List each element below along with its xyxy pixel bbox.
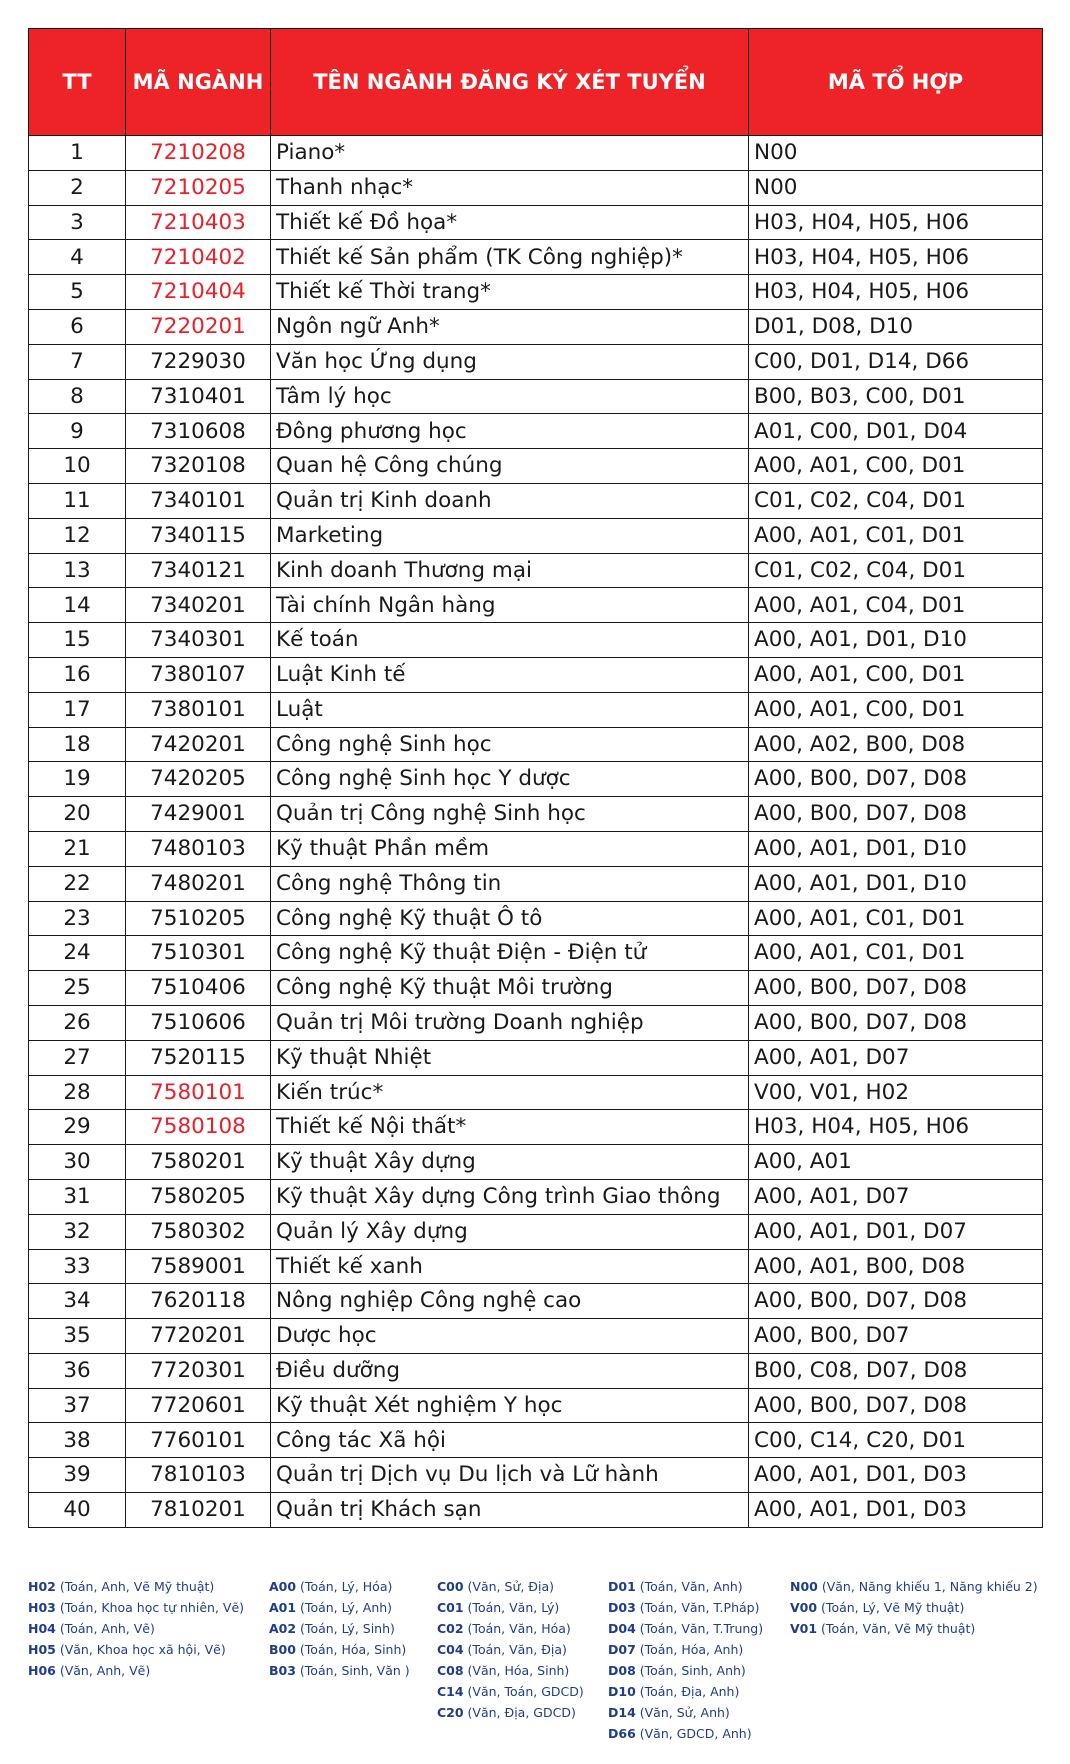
major-name: Công nghệ Thông tin xyxy=(271,866,749,901)
row-index: 15 xyxy=(29,623,126,658)
major-name: Luật Kinh tế xyxy=(271,657,749,692)
legend-subjects: (Toán, Văn, Địa) xyxy=(463,1642,567,1657)
legend-item xyxy=(790,1618,1038,1639)
major-name: Công tác Xã hội xyxy=(271,1423,749,1458)
major-name: Công nghệ Sinh học Y dược xyxy=(271,762,749,797)
combination-codes: A00, A01 xyxy=(749,1145,1043,1180)
major-name: Quản trị Dịch vụ Du lịch và Lữ hành xyxy=(271,1458,749,1493)
combination-codes: V00, V01, H02 xyxy=(749,1075,1043,1110)
legend-subjects: (Văn, Sử, Địa) xyxy=(463,1579,555,1594)
row-index: 2 xyxy=(29,170,126,205)
legend-code: C04 xyxy=(437,1642,464,1657)
combination-codes: C01, C02, C04, D01 xyxy=(749,553,1043,588)
major-code: 7340101 xyxy=(126,483,271,518)
legend-item xyxy=(437,1618,584,1639)
legend-code: V00 xyxy=(790,1600,818,1615)
combination-codes: A00, A01, B00, D08 xyxy=(749,1249,1043,1284)
combination-codes: A00, A01, C04, D01 xyxy=(749,588,1043,623)
row-index: 5 xyxy=(29,275,126,310)
legend-subjects: (Toán, Hóa, Anh) xyxy=(635,1642,744,1657)
legend-item xyxy=(608,1639,763,1660)
legend-code: B03 xyxy=(269,1663,296,1678)
combination-codes: A00, B00, D07, D08 xyxy=(749,762,1043,797)
legend-code: H04 xyxy=(28,1621,56,1636)
combination-codes: H03, H04, H05, H06 xyxy=(749,205,1043,240)
legend-code: D04 xyxy=(608,1621,636,1636)
legend-item xyxy=(28,1597,244,1618)
legend-code: C00 xyxy=(437,1579,464,1594)
major-code: 7210404 xyxy=(126,275,271,310)
combination-codes: A00, B00, D07, D08 xyxy=(749,797,1043,832)
row-index: 28 xyxy=(29,1075,126,1110)
legend-subjects: (Văn, Anh, Vẽ) xyxy=(55,1663,151,1678)
legend-subjects: (Toán, Lý, Hóa) xyxy=(296,1579,393,1594)
row-index: 35 xyxy=(29,1319,126,1354)
major-code: 7340301 xyxy=(126,623,271,658)
major-code: 7720201 xyxy=(126,1319,271,1354)
row-index: 38 xyxy=(29,1423,126,1458)
legend-subjects: (Toán, Hóa, Sinh) xyxy=(295,1642,407,1657)
major-name: Quan hệ Công chúng xyxy=(271,449,749,484)
legend-item xyxy=(269,1618,410,1639)
major-name: Công nghệ Kỹ thuật Điện - Điện tử xyxy=(271,936,749,971)
major-code: 7420205 xyxy=(126,762,271,797)
combination-codes: A00, A01, C00, D01 xyxy=(749,657,1043,692)
row-index: 18 xyxy=(29,727,126,762)
legend-item xyxy=(28,1576,244,1597)
legend-code: A00 xyxy=(269,1579,297,1594)
major-code: 7589001 xyxy=(126,1249,271,1284)
table-row xyxy=(29,588,1043,623)
combination-codes: A00, B00, D07 xyxy=(749,1319,1043,1354)
legend-column xyxy=(28,1576,244,1681)
combination-codes: A00, A01, D01, D03 xyxy=(749,1458,1043,1493)
legend-item xyxy=(437,1702,584,1723)
major-name: Thiết kế Đồ họa* xyxy=(271,205,749,240)
row-index: 37 xyxy=(29,1388,126,1423)
table-row xyxy=(29,901,1043,936)
combination-codes: A00, B00, D07, D08 xyxy=(749,1388,1043,1423)
table-row xyxy=(29,344,1043,379)
combination-codes: A00, B00, D07, D08 xyxy=(749,971,1043,1006)
legend-code: D07 xyxy=(608,1642,636,1657)
table-row xyxy=(29,240,1043,275)
row-index: 29 xyxy=(29,1110,126,1145)
major-name: Kế toán xyxy=(271,623,749,658)
majors-table xyxy=(28,28,1043,1528)
row-index: 12 xyxy=(29,518,126,553)
combination-codes: N00 xyxy=(749,136,1043,171)
table-row xyxy=(29,1214,1043,1249)
row-index: 13 xyxy=(29,553,126,588)
table-row xyxy=(29,414,1043,449)
combination-codes: H03, H04, H05, H06 xyxy=(749,1110,1043,1145)
legend-item xyxy=(269,1639,410,1660)
table-row xyxy=(29,1388,1043,1423)
table-row xyxy=(29,797,1043,832)
table-row xyxy=(29,1353,1043,1388)
major-code: 7520115 xyxy=(126,1040,271,1075)
legend-subjects: (Toán, Khoa học tự nhiên, Vẽ) xyxy=(55,1600,245,1615)
legend-code: C01 xyxy=(437,1600,464,1615)
table-row xyxy=(29,1179,1043,1214)
major-code: 7210208 xyxy=(126,136,271,171)
major-name: Kiến trúc* xyxy=(271,1075,749,1110)
major-name: Đông phương học xyxy=(271,414,749,449)
header-combination-code: MÃ TỔ HỢP xyxy=(749,29,1043,136)
row-index: 21 xyxy=(29,831,126,866)
table-row xyxy=(29,553,1043,588)
legend-subjects: (Toán, Anh, Vẽ Mỹ thuật) xyxy=(55,1579,215,1594)
table-row xyxy=(29,518,1043,553)
legend-item xyxy=(269,1597,410,1618)
legend-column xyxy=(790,1576,1038,1639)
major-code: 7720301 xyxy=(126,1353,271,1388)
combination-codes: A00, A01, D01, D07 xyxy=(749,1214,1043,1249)
legend-column xyxy=(269,1576,410,1681)
major-code: 7810201 xyxy=(126,1493,271,1528)
legend-subjects: (Văn, Toán, GDCD) xyxy=(463,1684,584,1699)
major-name: Kỹ thuật Xây dựng Công trình Giao thông xyxy=(271,1179,749,1214)
legend-item xyxy=(28,1618,244,1639)
major-code: 7320108 xyxy=(126,449,271,484)
legend-code: N00 xyxy=(790,1579,818,1594)
row-index: 3 xyxy=(29,205,126,240)
legend-code: D14 xyxy=(608,1705,636,1720)
row-index: 40 xyxy=(29,1493,126,1528)
major-name: Dược học xyxy=(271,1319,749,1354)
table-row xyxy=(29,831,1043,866)
legend-subjects: (Toán, Lý, Vẽ Mỹ thuật) xyxy=(817,1600,965,1615)
major-code: 7210402 xyxy=(126,240,271,275)
legend-item xyxy=(269,1660,410,1681)
legend-subjects: (Toán, Sinh, Anh) xyxy=(635,1663,746,1678)
major-code: 7210205 xyxy=(126,170,271,205)
table-row xyxy=(29,1005,1043,1040)
row-index: 17 xyxy=(29,692,126,727)
header-tt: TT xyxy=(29,29,126,136)
major-name: Quản trị Khách sạn xyxy=(271,1493,749,1528)
legend-item xyxy=(790,1576,1038,1597)
legend-code: B00 xyxy=(269,1642,296,1657)
major-name: Thiết kế Sản phẩm (TK Công nghiệp)* xyxy=(271,240,749,275)
legend-item xyxy=(608,1576,763,1597)
legend-code: H05 xyxy=(28,1642,56,1657)
major-name: Điều dưỡng xyxy=(271,1353,749,1388)
row-index: 32 xyxy=(29,1214,126,1249)
table-row xyxy=(29,1319,1043,1354)
legend-subjects: (Toán, Anh, Vẽ) xyxy=(55,1621,155,1636)
table-row xyxy=(29,1423,1043,1458)
major-name: Tâm lý học xyxy=(271,379,749,414)
major-code: 7480201 xyxy=(126,866,271,901)
row-index: 14 xyxy=(29,588,126,623)
row-index: 33 xyxy=(29,1249,126,1284)
major-code: 7580205 xyxy=(126,1179,271,1214)
table-row xyxy=(29,1040,1043,1075)
legend-subjects: (Văn, Hóa, Sinh) xyxy=(463,1663,570,1678)
major-name: Kinh doanh Thương mại xyxy=(271,553,749,588)
legend-code: C08 xyxy=(437,1663,464,1678)
table-row xyxy=(29,449,1043,484)
major-name: Quản trị Kinh doanh xyxy=(271,483,749,518)
table-row xyxy=(29,1075,1043,1110)
combination-codes: A00, A01, D01, D10 xyxy=(749,866,1043,901)
major-code: 7210403 xyxy=(126,205,271,240)
table-row xyxy=(29,136,1043,171)
legend-subjects: (Toán, Văn, T.Trung) xyxy=(635,1621,764,1636)
table-row xyxy=(29,309,1043,344)
major-code: 7340121 xyxy=(126,553,271,588)
legend-item xyxy=(437,1681,584,1702)
major-name: Thiết kế xanh xyxy=(271,1249,749,1284)
combination-codes: H03, H04, H05, H06 xyxy=(749,240,1043,275)
table-row xyxy=(29,379,1043,414)
legend-subjects: (Văn, Năng khiếu 1, Năng khiếu 2) xyxy=(817,1579,1038,1594)
major-name: Kỹ thuật Nhiệt xyxy=(271,1040,749,1075)
row-index: 27 xyxy=(29,1040,126,1075)
major-code: 7760101 xyxy=(126,1423,271,1458)
legend-code: D10 xyxy=(608,1684,636,1699)
table-row xyxy=(29,692,1043,727)
legend-code: A02 xyxy=(269,1621,297,1636)
legend-item xyxy=(437,1576,584,1597)
combination-codes: A00, A01, D07 xyxy=(749,1040,1043,1075)
major-code: 7480103 xyxy=(126,831,271,866)
legend-item xyxy=(437,1639,584,1660)
legend-subjects: (Toán, Địa, Anh) xyxy=(635,1684,740,1699)
legend-code: D01 xyxy=(608,1579,636,1594)
row-index: 16 xyxy=(29,657,126,692)
combination-codes: A00, A01, C01, D01 xyxy=(749,936,1043,971)
legend-subjects: (Toán, Văn, T.Pháp) xyxy=(635,1600,760,1615)
combination-codes: B00, B03, C00, D01 xyxy=(749,379,1043,414)
major-code: 7429001 xyxy=(126,797,271,832)
legend-code: C20 xyxy=(437,1705,464,1720)
legend-code: H03 xyxy=(28,1600,56,1615)
major-name: Thiết kế Thời trang* xyxy=(271,275,749,310)
row-index: 11 xyxy=(29,483,126,518)
legend-item xyxy=(269,1576,410,1597)
major-name: Nông nghiệp Công nghệ cao xyxy=(271,1284,749,1319)
table-row xyxy=(29,936,1043,971)
combination-codes: A00, A01, C00, D01 xyxy=(749,449,1043,484)
combination-codes: A00, A01, D01, D10 xyxy=(749,623,1043,658)
row-index: 1 xyxy=(29,136,126,171)
table-row xyxy=(29,1493,1043,1528)
majors-table-container xyxy=(28,28,1042,1528)
legend-subjects: (Toán, Văn, Hóa) xyxy=(463,1621,571,1636)
major-name: Quản trị Môi trường Doanh nghiệp xyxy=(271,1005,749,1040)
combination-codes: C00, C14, C20, D01 xyxy=(749,1423,1043,1458)
combination-codes: A00, A01, C01, D01 xyxy=(749,901,1043,936)
major-name: Marketing xyxy=(271,518,749,553)
table-row xyxy=(29,727,1043,762)
major-name: Kỹ thuật Xây dựng xyxy=(271,1145,749,1180)
combination-codes: A00, A02, B00, D08 xyxy=(749,727,1043,762)
table-row xyxy=(29,971,1043,1006)
table-row xyxy=(29,483,1043,518)
table-row xyxy=(29,275,1043,310)
legend-item xyxy=(608,1681,763,1702)
table-row xyxy=(29,1284,1043,1319)
row-index: 25 xyxy=(29,971,126,1006)
major-code: 7580201 xyxy=(126,1145,271,1180)
combination-codes: A01, C00, D01, D04 xyxy=(749,414,1043,449)
major-code: 7720601 xyxy=(126,1388,271,1423)
combination-codes: A00, B00, D07, D08 xyxy=(749,1005,1043,1040)
row-index: 4 xyxy=(29,240,126,275)
major-code: 7510301 xyxy=(126,936,271,971)
combination-codes: C00, D01, D14, D66 xyxy=(749,344,1043,379)
major-code: 7340201 xyxy=(126,588,271,623)
legend-subjects: (Văn, GDCD, Anh) xyxy=(635,1726,752,1741)
legend-subjects: (Toán, Văn, Lý) xyxy=(463,1600,560,1615)
row-index: 20 xyxy=(29,797,126,832)
major-name: Văn học Ứng dụng xyxy=(271,344,749,379)
legend-item xyxy=(28,1639,244,1660)
major-code: 7310608 xyxy=(126,414,271,449)
table-row xyxy=(29,866,1043,901)
legend-item xyxy=(608,1702,763,1723)
legend-code: A01 xyxy=(269,1600,297,1615)
row-index: 24 xyxy=(29,936,126,971)
row-index: 26 xyxy=(29,1005,126,1040)
row-index: 39 xyxy=(29,1458,126,1493)
major-code: 7229030 xyxy=(126,344,271,379)
major-name: Ngôn ngữ Anh* xyxy=(271,309,749,344)
major-name: Luật xyxy=(271,692,749,727)
row-index: 23 xyxy=(29,901,126,936)
major-name: Công nghệ Kỹ thuật Môi trường xyxy=(271,971,749,1006)
major-code: 7580101 xyxy=(126,1075,271,1110)
legend-subjects: (Văn, Sử, Anh) xyxy=(635,1705,730,1720)
major-name: Quản trị Công nghệ Sinh học xyxy=(271,797,749,832)
legend-item xyxy=(28,1660,244,1681)
legend-code: D66 xyxy=(608,1726,636,1741)
legend-subjects: (Toán, Sinh, Văn ) xyxy=(295,1663,410,1678)
major-code: 7620118 xyxy=(126,1284,271,1319)
row-index: 19 xyxy=(29,762,126,797)
combination-codes: B00, C08, D07, D08 xyxy=(749,1353,1043,1388)
combination-codes: H03, H04, H05, H06 xyxy=(749,275,1043,310)
major-code: 7580108 xyxy=(126,1110,271,1145)
row-index: 22 xyxy=(29,866,126,901)
legend-column xyxy=(437,1576,584,1723)
combination-codes: A00, A01, C00, D01 xyxy=(749,692,1043,727)
combination-codes: C01, C02, C04, D01 xyxy=(749,483,1043,518)
major-code: 7510205 xyxy=(126,901,271,936)
legend-subjects: (Toán, Lý, Anh) xyxy=(296,1600,393,1615)
row-index: 7 xyxy=(29,344,126,379)
table-row xyxy=(29,1458,1043,1493)
legend-item xyxy=(437,1660,584,1681)
legend-subjects: (Văn, Địa, GDCD) xyxy=(463,1705,576,1720)
table-header-row xyxy=(29,29,1043,136)
row-index: 10 xyxy=(29,449,126,484)
major-code: 7310401 xyxy=(126,379,271,414)
legend-item xyxy=(608,1597,763,1618)
row-index: 9 xyxy=(29,414,126,449)
combination-codes: A00, A01, C01, D01 xyxy=(749,518,1043,553)
legend-subjects: (Toán, Văn, Vẽ Mỹ thuật) xyxy=(817,1621,976,1636)
combination-codes: N00 xyxy=(749,170,1043,205)
table-row xyxy=(29,1145,1043,1180)
table-row xyxy=(29,657,1043,692)
table-row xyxy=(29,1110,1043,1145)
legend-code: H02 xyxy=(28,1579,56,1594)
major-name: Thanh nhạc* xyxy=(271,170,749,205)
legend-item xyxy=(437,1597,584,1618)
combination-codes: A00, A01, D01, D10 xyxy=(749,831,1043,866)
combination-codes: D01, D08, D10 xyxy=(749,309,1043,344)
combination-codes: A00, B00, D07, D08 xyxy=(749,1284,1043,1319)
table-row xyxy=(29,762,1043,797)
major-code: 7420201 xyxy=(126,727,271,762)
legend-code: C14 xyxy=(437,1684,464,1699)
major-name: Tài chính Ngân hàng xyxy=(271,588,749,623)
row-index: 34 xyxy=(29,1284,126,1319)
row-index: 30 xyxy=(29,1145,126,1180)
row-index: 6 xyxy=(29,309,126,344)
row-index: 8 xyxy=(29,379,126,414)
major-code: 7580302 xyxy=(126,1214,271,1249)
major-name: Công nghệ Kỹ thuật Ô tô xyxy=(271,901,749,936)
table-row xyxy=(29,170,1043,205)
major-code: 7340115 xyxy=(126,518,271,553)
legend-subjects: (Toán, Lý, Sinh) xyxy=(296,1621,395,1636)
legend-column xyxy=(608,1576,763,1744)
legend-code: C02 xyxy=(437,1621,464,1636)
legend-code: V01 xyxy=(790,1621,818,1636)
combination-codes: A00, A01, D01, D03 xyxy=(749,1493,1043,1528)
major-name: Piano* xyxy=(271,136,749,171)
row-index: 31 xyxy=(29,1179,126,1214)
legend-item xyxy=(608,1723,763,1744)
major-code: 7810103 xyxy=(126,1458,271,1493)
table-row xyxy=(29,205,1043,240)
major-code: 7380107 xyxy=(126,657,271,692)
major-code: 7510406 xyxy=(126,971,271,1006)
major-name: Kỹ thuật Phần mềm xyxy=(271,831,749,866)
legend-item xyxy=(608,1660,763,1681)
legend-code: H06 xyxy=(28,1663,56,1678)
major-name: Quản lý Xây dựng xyxy=(271,1214,749,1249)
table-body xyxy=(29,136,1043,1528)
combination-codes: A00, A01, D07 xyxy=(749,1179,1043,1214)
major-code: 7380101 xyxy=(126,692,271,727)
major-code: 7510606 xyxy=(126,1005,271,1040)
legend-subjects: (Toán, Văn, Anh) xyxy=(635,1579,743,1594)
major-name: Công nghệ Sinh học xyxy=(271,727,749,762)
row-index: 36 xyxy=(29,1353,126,1388)
table-row xyxy=(29,623,1043,658)
table-row xyxy=(29,1249,1043,1284)
legend-item xyxy=(608,1618,763,1639)
major-code: 7220201 xyxy=(126,309,271,344)
major-name: Thiết kế Nội thất* xyxy=(271,1110,749,1145)
legend-code: D03 xyxy=(608,1600,636,1615)
legend-item xyxy=(790,1597,1038,1618)
major-name: Kỹ thuật Xét nghiệm Y học xyxy=(271,1388,749,1423)
header-major-code: MÃ NGÀNH xyxy=(126,29,271,136)
legend-subjects: (Văn, Khoa học xã hội, Vẽ) xyxy=(55,1642,226,1657)
header-major-name: TÊN NGÀNH ĐĂNG KÝ XÉT TUYỂN xyxy=(271,29,749,136)
legend-code: D08 xyxy=(608,1663,636,1678)
